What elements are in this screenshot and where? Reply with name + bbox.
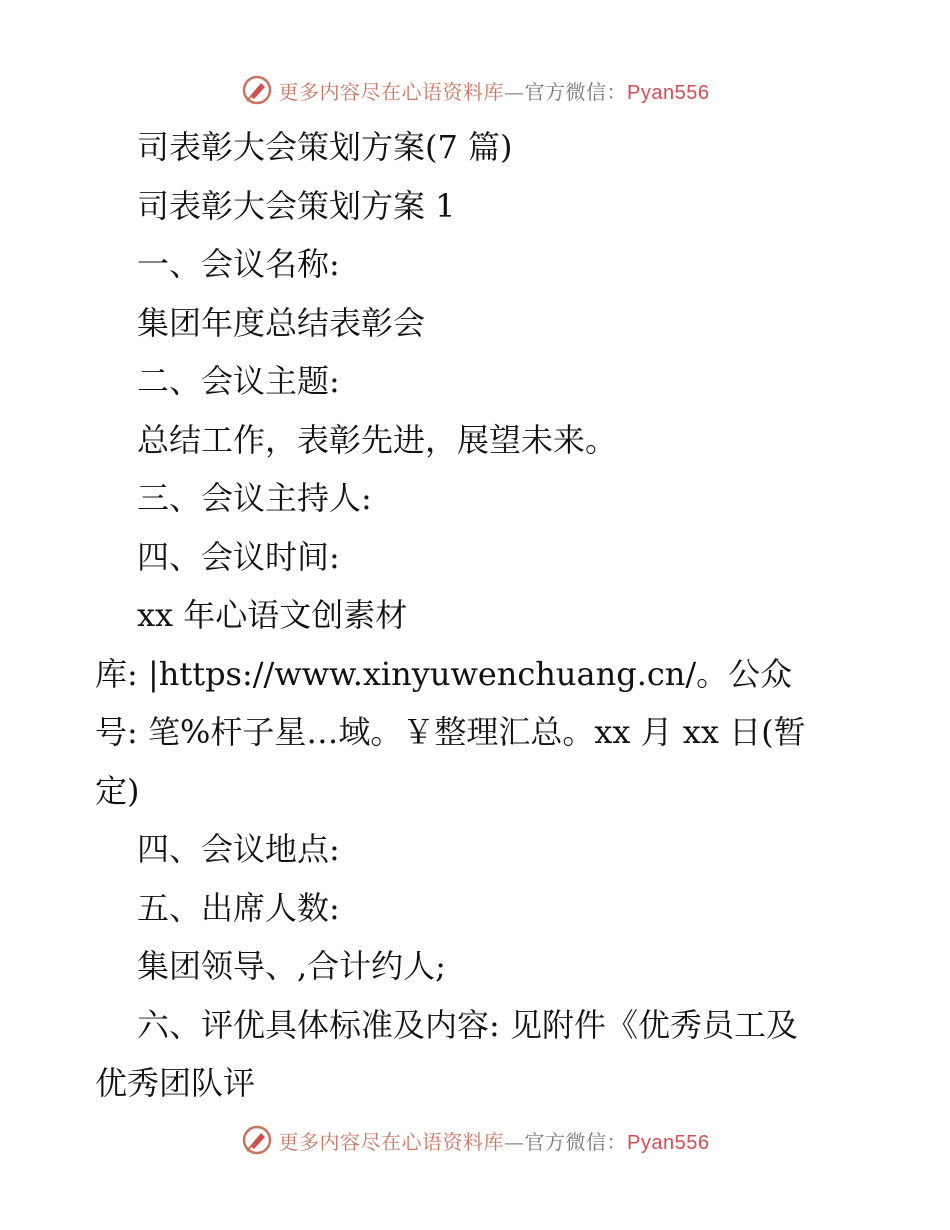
document-line: xx 年心语文创素材 [137,596,408,634]
document-line: 司表彰大会策划方案(7 篇) [137,128,513,166]
document-line: 六、评优具体标准及内容: 见附件《优秀员工及 [137,1005,798,1044]
document-line: 一、会议名称: [137,245,340,283]
document-line: 号: 笔%杆子星…域。￥整理汇总。xx 月 xx 日(暂 [95,713,806,751]
document-line: 集团领导、,合计约人; [137,947,446,985]
document-line: 二、会议主题: [137,362,340,400]
footer-watermark-banner [0,1120,950,1160]
document-line: 总结工作，表彰先进，展望未来。 [137,420,618,459]
document-line: 集团年度总结表彰会 [137,303,426,342]
document-line: 四、会议地点: [137,830,340,868]
document-line: 五、出席人数: [137,888,340,927]
header-watermark-banner [0,70,950,110]
document-line: 司表彰大会策划方案 1 [137,186,456,225]
banner-text: 更多内容尽在心语资料库—官方微信：Pyan556 [278,79,710,104]
document-line: 优秀团队评 [95,1064,256,1102]
document-line: 库: |https://www.xinyuwenchuang.cn/。公众 [95,654,793,693]
document-body [95,118,865,1113]
banner-text: 更多内容尽在心语资料库—官方微信：Pyan556 [278,1129,710,1154]
pen-nib-logo-icon [241,74,273,106]
document-line: 定) [95,771,140,810]
document-line: 四、会议时间: [137,537,340,576]
document-line: 三、会议主持人: [137,479,372,517]
pen-nib-logo-icon [241,1124,273,1156]
